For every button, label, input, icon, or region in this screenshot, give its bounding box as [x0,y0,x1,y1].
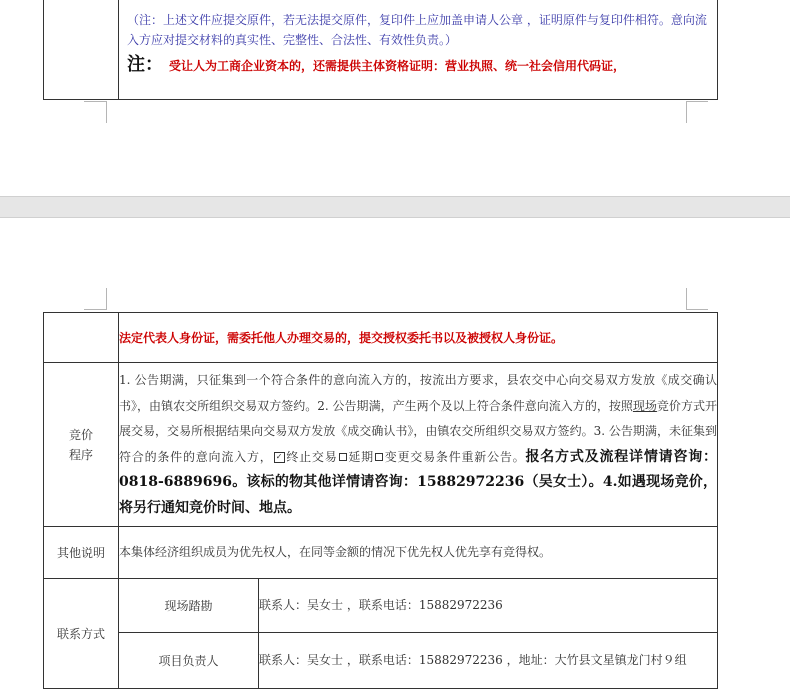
bidding-procedure-label: 竞价 程序 [44,363,119,527]
enterprise-requirement-text: 受让人为工商企业资本的，还需提供主体资格证明：营业执照、统一社会信用代码证， [169,59,626,73]
unchecked-box-icon [375,453,383,461]
notes-cell [119,0,718,100]
requirements-table-continued [43,0,718,100]
corner-mark [686,309,708,310]
corner-mark [686,101,687,123]
bidding-procedure-text: 1. 公告期满，只征集到一个符合条件的意向流入方的，按流出方要求，县农交中心向交易双方发放《成交确认书》，由镇农交所组织交易双方签约。2. 公告期满，产生两个及以上符合条件意向流入方的，按照现场竞价方式开展交易，交易所根据结果向交易双方发放《成交确认书》，由镇农交所组织交易双方签约。3. 公告期满，未征集到符合的条件的意向流入方， ✓ 终止交易 延期 变更交易条件重新公告。报名方式及流程详情请咨询：0818-6889696。该标的物其他详情请咨询：15882972236（吴女士）。4.如遇现场竞价，将另行通知竞价时间、地点。 [119,363,718,527]
empty-label-cell [44,0,119,100]
table-row [44,633,718,689]
site-survey-label: 现场踏勘 [119,579,259,633]
checked-box-icon: ✓ [274,452,285,463]
unchecked-box-icon [339,453,347,461]
corner-mark [84,309,106,310]
original-documents-note: （注：上述文件应提交原件，若无法提交原件，复印件上应加盖申请人公章 ，证明原件与复印件相符。意向流入方应对提交材料的真实性、完整性、合法性、有效性负责。） [127,13,707,47]
document-page-1 [0,0,790,196]
table-row [44,363,718,527]
table-row [44,527,718,579]
corner-mark [686,288,687,310]
corner-mark [84,101,106,102]
table-row [44,313,718,363]
contact-inquiry-bold: 报名方式及流程详情请咨询：0818-6889696。该标的物其他详情请咨询：15882972236（吴女士）。4.如遇现场竞价，将另行通知竞价时间、地点。 [119,448,718,516]
document-page-2 [0,218,790,686]
bidding-method-underlined: 现场 [632,398,657,413]
announcement-table [43,312,718,689]
empty-label-cell [44,313,119,363]
enterprise-requirement-note [119,50,717,87]
id-requirement-text: 法定代表人身份证，需委托他人办理交易的，提交授权委托书以及被授权人身份证。 [119,313,718,363]
corner-mark [106,101,107,123]
project-lead-contact: 联系人：吴女士 ，联系电话：15882972236 ，地址：大竹县文星镇龙门村９组 [259,633,718,689]
corner-mark [686,101,708,102]
note-label: 注： [127,54,163,75]
option-terminate: 终止交易 [285,449,338,464]
other-notes-text: 本集体经济组织成员为优先权人，在同等金额的情况下优先权人优先享有竞得权。 [119,527,718,579]
corner-mark [106,288,107,310]
project-lead-label: 项目负责人 [119,633,259,689]
table-row [44,579,718,633]
site-survey-contact: 联系人：吴女士 ，联系电话：15882972236 [259,579,718,633]
other-notes-label: 其他说明 [44,527,119,579]
contact-label: 联系方式 [44,579,119,689]
option-change: 变更交易条件重新公告。 [383,449,526,464]
option-extend: 延期 [347,449,374,464]
page-break-gap [0,196,790,218]
